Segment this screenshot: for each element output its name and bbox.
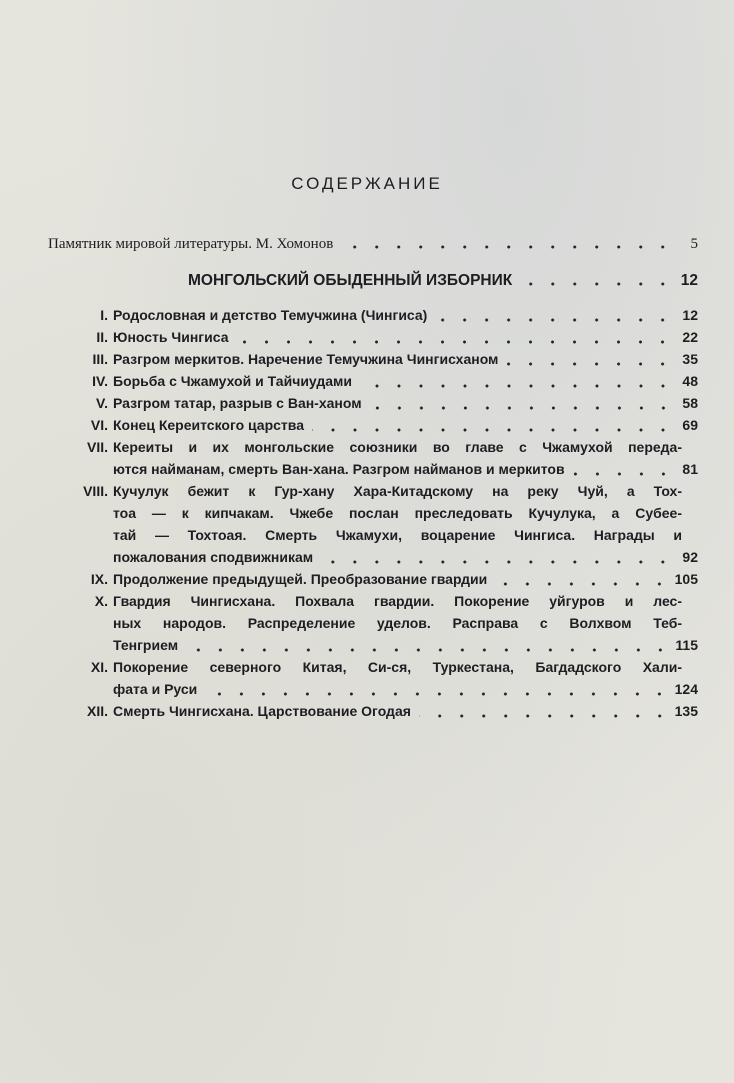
title-text: Покорение северного Китая, Си-ся, Туркестана, Багдадского Хали- bbox=[113, 659, 682, 675]
dot-leader bbox=[360, 384, 674, 388]
part-title: МОНГОЛЬСКИЙ ОБЫДЕННЫЙ ИЗБОРНИК bbox=[188, 272, 513, 289]
title-text: Разгром татар, разрыв с Ван-ханом bbox=[113, 395, 362, 411]
title-text: Продолжение предыдущей. Преобразование гвардии bbox=[113, 571, 488, 587]
toc-entry bbox=[20, 348, 698, 370]
title-line bbox=[113, 392, 698, 414]
chapter-number: XI. bbox=[90, 659, 108, 675]
title-text: пожалования сподвижникам bbox=[113, 549, 314, 565]
dot-leader bbox=[370, 406, 674, 410]
chapter-title bbox=[113, 414, 698, 436]
dot-leader bbox=[236, 340, 674, 344]
title-line bbox=[113, 502, 698, 524]
chapter-title bbox=[113, 304, 698, 326]
chapter-number: II. bbox=[96, 329, 108, 345]
page-number: 124 bbox=[674, 681, 698, 697]
title-text: Борьба с Чжамухой и Тайчиудами bbox=[113, 373, 353, 389]
title-line bbox=[113, 458, 698, 480]
chapter-title bbox=[113, 392, 698, 414]
chapter-title bbox=[113, 568, 698, 590]
title-line bbox=[113, 480, 698, 502]
title-line bbox=[113, 700, 698, 722]
chapter-number: III. bbox=[92, 351, 108, 367]
page-number: 105 bbox=[674, 571, 698, 587]
title-line bbox=[113, 370, 698, 392]
chapter-title bbox=[113, 700, 698, 722]
title-line bbox=[113, 304, 698, 326]
title-text: тай — Тохтоая. Смерть Чжамухи, воцарение Чингиса. Награды и bbox=[113, 527, 682, 543]
page-number: 22 bbox=[682, 329, 698, 345]
title-line bbox=[113, 656, 698, 678]
title-text: Смерть Чингисхана. Царствование Огодая bbox=[113, 703, 411, 719]
chapter-title bbox=[113, 480, 698, 568]
title-line bbox=[113, 634, 698, 656]
toc-entry bbox=[20, 436, 698, 480]
page-number: 115 bbox=[675, 637, 698, 653]
page-number: 81 bbox=[682, 461, 698, 477]
title-line bbox=[113, 436, 698, 458]
dot-leader bbox=[312, 428, 674, 432]
title-line bbox=[113, 568, 698, 590]
title-line bbox=[113, 524, 698, 546]
title-line bbox=[113, 612, 698, 634]
page-number: 12 bbox=[682, 307, 698, 323]
chapter-number: IX. bbox=[90, 571, 108, 587]
chapter-number: XII. bbox=[86, 703, 108, 719]
toc-intro-entry bbox=[48, 236, 698, 253]
toc-entry bbox=[20, 568, 698, 590]
chapter-number: IV. bbox=[92, 373, 108, 389]
title-line bbox=[113, 590, 698, 612]
chapter-title bbox=[113, 370, 698, 392]
title-text: фата и Руси bbox=[113, 681, 198, 697]
chapter-number: X. bbox=[94, 593, 108, 609]
dot-leader bbox=[506, 362, 674, 366]
title-text: Кучулук бежит к Гур-хану Хара-Китадскому на реку Чуй, а Тох- bbox=[113, 483, 682, 499]
title-text: Родословная и детство Темучжина (Чингиса) bbox=[113, 307, 428, 323]
dot-leader bbox=[186, 648, 671, 652]
title-text: Гвардия Чингисхана. Похвала гвардии. Покорение уйгуров и лес- bbox=[113, 593, 682, 609]
toc-entry bbox=[20, 480, 698, 568]
title-line bbox=[113, 348, 698, 370]
toc-entry bbox=[20, 326, 698, 348]
title-text: тоа — к кипчакам. Чжебе послан преследовать Кучулука, а Субее- bbox=[113, 505, 682, 521]
toc-entry bbox=[20, 370, 698, 392]
chapter-title bbox=[113, 348, 698, 370]
toc-entry bbox=[20, 304, 698, 326]
title-line bbox=[113, 414, 698, 436]
title-text: ных народов. Распределение уделов. Расправа с Волхвом Теб- bbox=[113, 615, 682, 631]
dot-leader bbox=[435, 318, 674, 322]
entry-title: Памятник мировой литературы. М. Хомонов bbox=[48, 236, 334, 252]
dot-leader bbox=[341, 245, 674, 249]
toc-entry bbox=[20, 392, 698, 414]
chapter-title bbox=[113, 436, 698, 480]
page-number: 92 bbox=[682, 549, 698, 565]
title-line bbox=[113, 678, 698, 700]
page-number: 35 bbox=[682, 351, 698, 367]
title-text: Кереиты и их монгольские союзники во главе с Чжамухой переда- bbox=[113, 439, 682, 455]
chapter-number: VIII. bbox=[83, 483, 108, 499]
title-text: Конец Кереитского царства bbox=[113, 417, 304, 433]
chapter-title bbox=[113, 326, 698, 348]
toc-list bbox=[20, 304, 698, 722]
chapter-number: I. bbox=[100, 307, 108, 323]
chapter-number: V. bbox=[96, 395, 108, 411]
chapter-number: VII. bbox=[86, 439, 108, 455]
chapter-title bbox=[113, 656, 698, 700]
page-number: 5 bbox=[690, 236, 698, 252]
title-text: Тенгрием bbox=[113, 637, 179, 653]
page-number: 48 bbox=[682, 373, 698, 389]
dot-leader bbox=[321, 560, 674, 564]
page-number: 12 bbox=[680, 272, 698, 289]
page-title: СОДЕРЖАНИЕ bbox=[291, 174, 443, 193]
toc-entry bbox=[20, 414, 698, 436]
title-text: Разгром меркитов. Наречение Темучжина Чингисханом bbox=[113, 351, 499, 367]
dot-leader bbox=[520, 282, 674, 286]
page-number: 135 bbox=[674, 703, 698, 719]
title-line bbox=[113, 546, 698, 568]
page-number: 58 bbox=[682, 395, 698, 411]
dot-leader bbox=[419, 714, 671, 718]
page-number: 69 bbox=[682, 417, 698, 433]
dot-leader bbox=[573, 472, 674, 476]
dot-leader bbox=[205, 692, 670, 696]
chapter-title bbox=[113, 590, 698, 656]
toc-entry bbox=[20, 656, 698, 700]
title-line bbox=[113, 326, 698, 348]
title-text: ются найманам, смерть Ван-хана. Разгром найманов и меркитов bbox=[113, 461, 565, 477]
chapter-number: VI. bbox=[90, 417, 108, 433]
toc-part-heading bbox=[188, 272, 698, 290]
toc-entry bbox=[20, 590, 698, 656]
dot-leader bbox=[495, 582, 670, 586]
title-text: Юность Чингиса bbox=[113, 329, 229, 345]
toc-entry bbox=[20, 700, 698, 722]
